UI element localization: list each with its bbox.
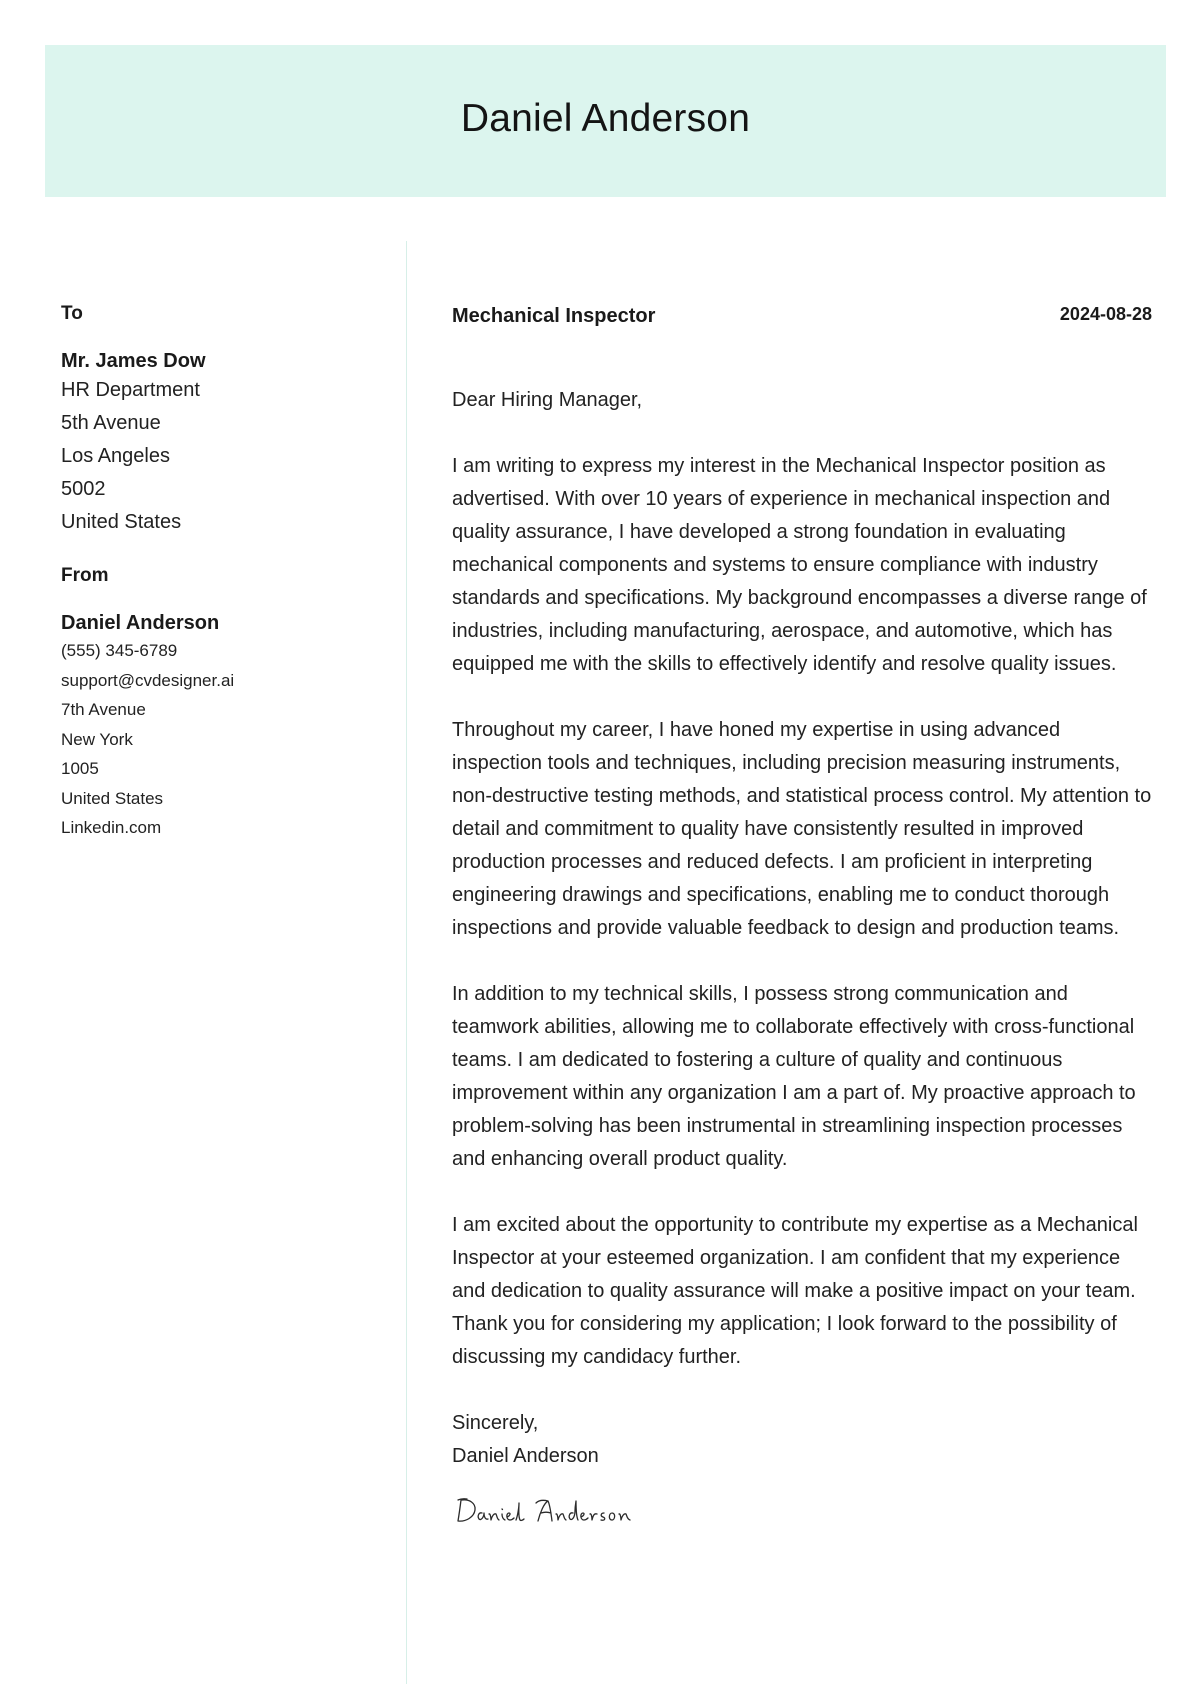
sender-street: 7th Avenue <box>61 700 146 719</box>
sidebar <box>61 302 381 843</box>
sender-name: Daniel Anderson <box>61 612 220 634</box>
recipient-name: Mr. James Dow <box>61 350 206 372</box>
recipient-postcode: 5002 <box>61 478 106 500</box>
paragraph-2: Throughout my career, I have honed my expertise in using advanced inspection tools and techniques, including precision measuring instruments, non-destructive testing methods, and statistical process control. My attention to detail and commitment to quality have consistently resulted in improved production processes and reduced defects. I am proficient in interpreting engineering drawings and specifications, enabling me to conduct thorough inspections and provide valuable feedback to design and production teams. <box>452 719 1152 939</box>
recipient-street: 5th Avenue <box>61 412 161 434</box>
paragraph-3: In addition to my technical skills, I possess strong communication and teamwork abilities, allowing me to collaborate effectively with cross-functional teams. I am dedicated to fostering a culture of quality and continuous improvement within any organization I am a part of. My proactive approach to problem-solving has been instrumental in streamlining inspection processes and enhancing overall product quality. <box>452 983 1136 1170</box>
closing-name: Daniel Anderson <box>452 1445 599 1467</box>
sender-phone: (555) 345-6789 <box>61 641 178 660</box>
handwritten-signature <box>452 1491 642 1531</box>
sender-country: United States <box>61 788 164 808</box>
closing: Sincerely, <box>452 1412 539 1434</box>
salutation: Dear Hiring Manager, <box>452 389 643 411</box>
closing-block <box>452 1407 1152 1473</box>
recipient-city: Los Angeles <box>61 445 170 467</box>
recipient-country: United States <box>61 511 182 533</box>
from-section-title: From <box>61 565 109 586</box>
sender-city: New York <box>61 729 133 749</box>
letter-heading <box>452 302 1152 332</box>
job-title: Mechanical Inspector <box>452 305 656 327</box>
to-section-title: To <box>61 303 83 324</box>
paragraph-4: I am excited about the opportunity to contribute my expertise as a Mechanical Inspector at your esteemed organization. I am confident that my experience and dedication to quality assurance will make a positive impact on your team. Thank you for considering my application; I look forward to the possibility of discussing my candidacy further. <box>452 1214 1138 1368</box>
letter-body <box>452 302 1152 1536</box>
paragraph-1: I am writing to express my interest in the Mechanical Inspector position as advertised. With over 10 years of experience in mechanical inspection and quality assurance, I have developed a strong foundation in evaluating mechanical components and systems to ensure compliance with industry standards and specifications. My background encompasses a diverse range of industries, including manufacturing, aerospace, and automotive, which has equipped me with the skills to effectively identify and resolve quality issues. <box>452 455 1147 675</box>
applicant-name: Daniel Anderson <box>460 97 751 140</box>
sender-postcode: 1005 <box>61 759 99 778</box>
recipient-department: HR Department <box>61 379 200 401</box>
sender-email[interactable]: support@cvdesigner.ai <box>61 670 235 690</box>
column-divider <box>406 241 407 1684</box>
letter-date: 2024-08-28 <box>1059 304 1152 324</box>
header-band <box>45 45 1166 197</box>
sender-linkedin-link[interactable]: Linkedin.com <box>61 818 162 837</box>
